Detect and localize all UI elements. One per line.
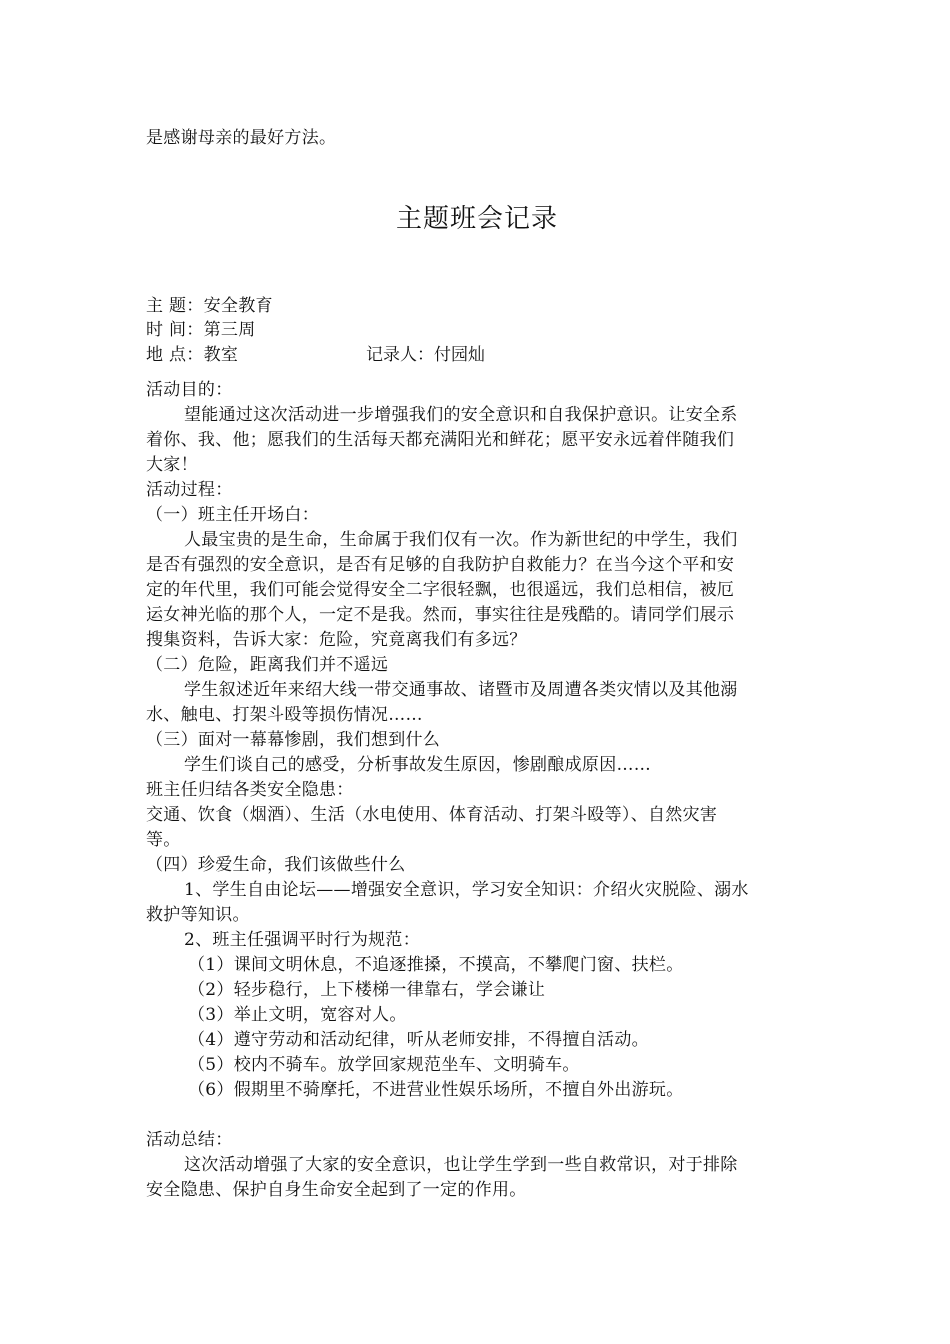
section-4-item1-line: 救护等知识。 xyxy=(146,905,250,925)
section-1-line: 人最宝贵的是生命，生命属于我们仅有一次。作为新世纪的中学生，我们 xyxy=(184,530,738,550)
section-4-item1-line: 1、学生自由论坛——增强安全意识，学习安全知识：介绍火灾脱险、溺水 xyxy=(184,880,749,900)
section-4-heading: （四）珍爱生命，我们该做些什么 xyxy=(146,855,406,875)
purpose-line: 望能通过这次活动进一步增强我们的安全意识和自我保护意识。让安全系 xyxy=(184,405,738,425)
section-2-heading: （二）危险，距离我们并不遥远 xyxy=(146,655,389,675)
meta-recorder: 记录人：付园灿 xyxy=(366,345,485,365)
section-3-line: 学生们谈自己的感受，分析事故发生原因，惨剧酿成原因…… xyxy=(184,755,652,775)
section-3-summary-line: 等。 xyxy=(146,830,181,850)
conclusion-line: 这次活动增强了大家的安全意识，也让学生学到一些自救常识，对于排除 xyxy=(184,1155,738,1175)
section-1-line: 定的年代里，我们可能会觉得安全二字很轻飘，也很遥远，我们总相信，被厄 xyxy=(146,580,735,600)
purpose-heading: 活动目的： xyxy=(146,380,233,400)
rule-item: （1）课间文明休息，不追逐推搡，不摸高，不攀爬门窗、扶栏。 xyxy=(188,955,684,975)
page-title: 主题班会记录 xyxy=(395,204,558,234)
section-4-item2: 2、班主任强调平时行为规范： xyxy=(184,930,421,950)
continuation-text: 是感谢母亲的最好方法。 xyxy=(146,128,337,148)
process-heading: 活动过程： xyxy=(146,480,233,500)
conclusion-line: 安全隐患、保护自身生命安全起到了一定的作用。 xyxy=(146,1180,527,1200)
meta-topic: 主 题：安全教育 xyxy=(146,296,273,316)
conclusion-heading: 活动总结： xyxy=(146,1130,233,1150)
section-1-line: 是否有强烈的安全意识，是否有足够的自我防护自救能力？在当今这个平和安 xyxy=(146,555,735,575)
purpose-line: 着你、我、他；愿我们的生活每天都充满阳光和鲜花；愿平安永远着伴随我们 xyxy=(146,430,735,450)
section-2-line: 学生叙述近年来绍大线一带交通事故、诸暨市及周遭各类灾情以及其他溺 xyxy=(184,680,738,700)
rule-item: （5）校内不骑车。放学回家规范坐车、文明骑车。 xyxy=(188,1055,580,1075)
section-1-line: 搜集资料，告诉大家：危险，究竟离我们有多远？ xyxy=(146,630,527,650)
rule-item: （3）举止文明，宽容对人。 xyxy=(188,1005,407,1025)
section-3-summary-heading: 班主任归结各类安全隐患： xyxy=(146,780,354,800)
meta-time: 时 间：第三周 xyxy=(146,320,256,340)
section-3-heading: （三）面对一幕幕惨剧，我们想到什么 xyxy=(146,730,441,750)
section-1-heading: （一）班主任开场白： xyxy=(146,505,319,525)
rule-item: （6）假期里不骑摩托，不进营业性娱乐场所，不擅自外出游玩。 xyxy=(188,1080,684,1100)
rule-item: （2）轻步稳行，上下楼梯一律靠右，学会谦让 xyxy=(188,980,546,1000)
purpose-line: 大家！ xyxy=(146,455,198,475)
section-3-summary-line: 交通、饮食（烟酒）、生活（水电使用、体育活动、打架斗殴等）、自然灾害 xyxy=(146,805,718,825)
section-2-line: 水、触电、打架斗殴等损伤情况…… xyxy=(146,705,423,725)
section-1-line: 运女神光临的那个人，一定不是我。然而，事实往往是残酷的。请同学们展示 xyxy=(146,605,735,625)
meta-place: 地 点：教室 xyxy=(146,345,239,365)
rule-item: （4）遵守劳动和活动纪律，听从老师安排，不得擅自活动。 xyxy=(188,1030,649,1050)
